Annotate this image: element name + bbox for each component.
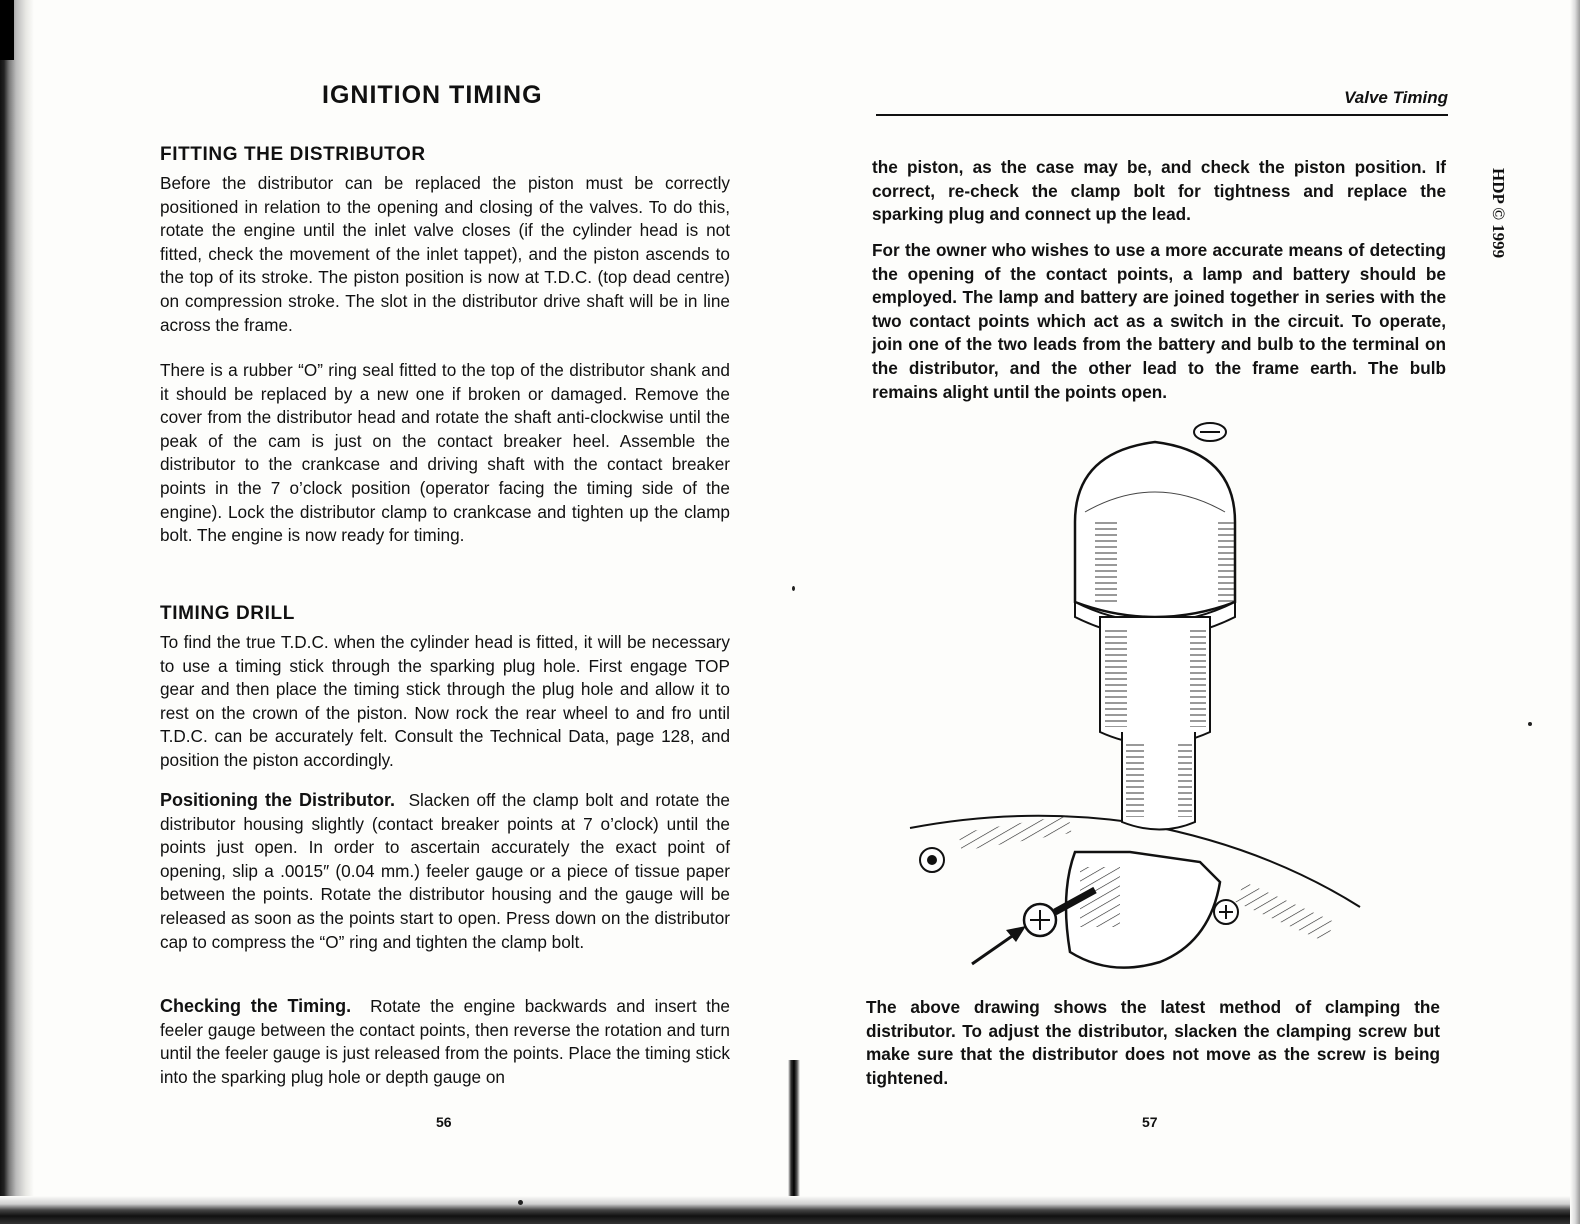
positioning-paragraph	[160, 789, 730, 954]
copyright-notice: HDP © 1999	[1489, 168, 1508, 259]
page-number-left: 56	[436, 1114, 452, 1130]
fitting-paragraph-1: Before the distributor can be replaced the piston must be correctly positioned in relation to the opening and closing of the valves. To do this, rotate the engine until the inlet valve closes (if the cylinder head is not fitted, check the movement of the inlet tappet), and the piston ascends to the top of its stroke. The piston position is now at T.D.C. (top dead centre) on compression stroke. The slot in the distributor drive shaft will be in line across the frame.	[160, 173, 730, 335]
distributor-drawing	[900, 412, 1370, 992]
page-title: IGNITION TIMING	[322, 81, 543, 109]
timing-drill-paragraph: To find the true T.D.C. when the cylinder head is fitted, it will be necessary to use a timing stick through the sparking plug hole. First engage TOP gear and then place the timing stick through the plug hole and allow it to rest on the crown of the piston. Now rock the rear wheel to and fro until T.D.C. can be accurately felt. Consult the Technical Data, page 128, and position the piston accordingly.	[160, 632, 730, 770]
speck	[792, 586, 795, 591]
checking-run-in-heading: Checking the Timing.	[160, 996, 352, 1016]
running-head: Valve Timing	[1344, 88, 1448, 107]
positioning-text: Slacken off the clamp bolt and rotate the distributor housing slightly (contact breaker points at 7 o’clock) until the points just open. In order to ascertain accurately the exact point of opening, slip a .0015″ (0.04 mm.) feeler gauge or a piece of tissue paper between the points. Rotate the distributor housing and the gauge will be released as soon as the points start to open. Press down on the distributor cap to compress the “O” ring and tighten the clamp bolt.	[160, 790, 730, 952]
right-page-edge	[1570, 0, 1580, 1224]
bottom-page-edge	[0, 1196, 1580, 1224]
distributor-clamp-illustration	[900, 412, 1370, 992]
figure-caption: The above drawing shows the latest method of clamping the distributor. To adjust the distributor, slacken the clamping screw but make sure that the distributor does not move as the screw is being tightened.	[866, 997, 1440, 1088]
section-heading-fitting: FITTING THE DISTRIBUTOR	[160, 144, 426, 165]
positioning-run-in-heading: Positioning the Distributor.	[160, 790, 396, 810]
header-rule	[876, 114, 1448, 116]
speck	[518, 1200, 523, 1205]
binding-edge-corner	[0, 0, 14, 60]
checking-paragraph	[160, 995, 730, 1089]
page-number-right: 57	[1142, 1114, 1158, 1130]
right-paragraph-1: the piston, as the case may be, and check the piston position. If correct, re-check the clamp bolt for tightness and replace the sparking plug and connect up the lead.	[872, 157, 1446, 225]
checking-text: Rotate the engine backwards and insert the feeler gauge between the contact points, then reverse the rotation and turn until the feeler gauge is just released from the points. Place the timing stick into the sparking plug hole or depth gauge on	[160, 996, 730, 1087]
section-heading-timing-drill: TIMING DRILL	[160, 603, 295, 624]
right-paragraph-2: For the owner who wishes to use a more accurate means of detecting the opening of the contact points, a lamp and battery should be employed. The lamp and battery are joined together in series with the two contact points which act as a switch in the circuit. To operate, join one of the two leads from the battery and bulb to the terminal on the distributor, and the other lead to the frame earth. The bulb remains alight until the points open.	[872, 240, 1446, 402]
speck	[1528, 722, 1532, 726]
binding-edge-left	[0, 0, 34, 1224]
fitting-paragraph-2: There is a rubber “O” ring seal fitted to the top of the distributor shank and it should be replaced by a new one if broken or damaged. Remove the cover from the distributor head and rotate the shaft anti-clockwise until the peak of the cam is just on the contact breaker heel. Assemble the distributor to the crankcase and driving shaft with the contact breaker points in the 7 o’clock position (operator facing the timing side of the engine). Lock the distributor clamp to crankcase and tighten up the clamp bolt. The engine is now ready for timing.	[160, 360, 730, 546]
